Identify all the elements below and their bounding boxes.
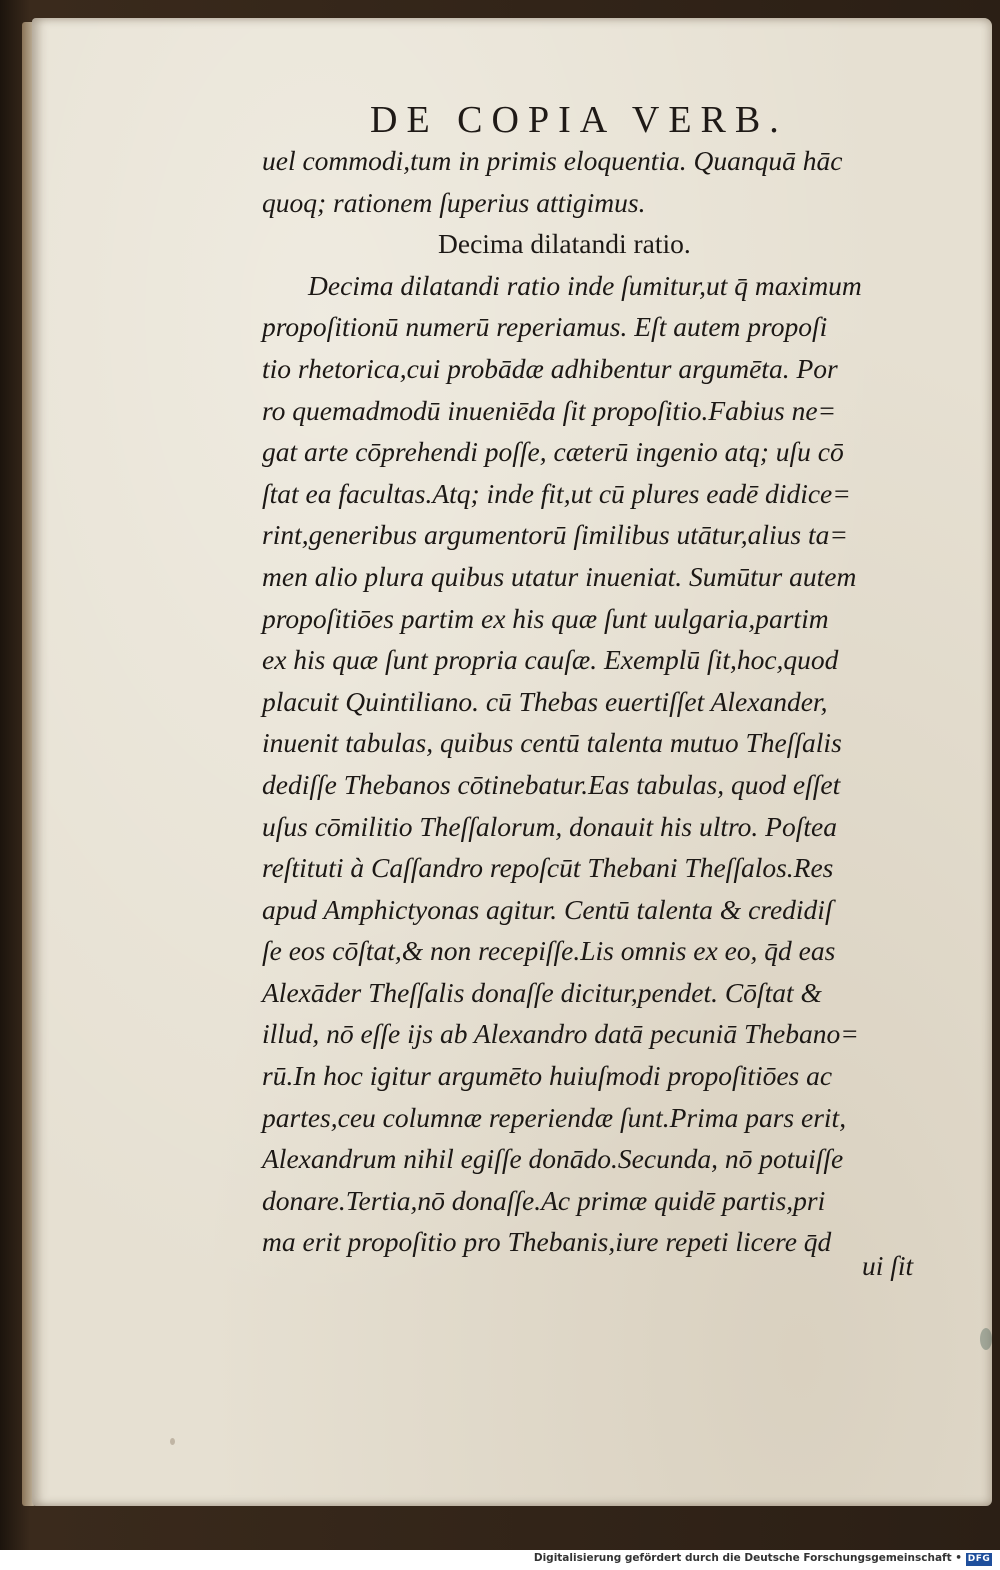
section-heading: Decima dilatandi ratio. <box>438 228 691 260</box>
running-head: DE COPIA VERB. <box>370 99 788 141</box>
text-line: ro quemadmodū inueniēda ſit propoſitio.Fabius ne= <box>262 394 837 426</box>
page-stain <box>170 1438 175 1445</box>
text-line: rint,generibus argumentorū ſimilibus utātur,alius ta= <box>262 519 848 551</box>
text-line: Decima dilatandi ratio inde ſumitur,ut q̄ maximum <box>308 269 862 301</box>
text-line: reſtituti à Caſſandro repoſcūt Thebani Theſſalos.Res <box>262 852 834 884</box>
text-line: quoq; rationem ſuperius attigimus. <box>262 186 646 218</box>
text-line: partes,ceu columnæ reperiendæ ſunt.Prima pars erit, <box>262 1101 847 1133</box>
text-line: gat arte cōprehendi poſſe, cæterū ingenio atq; uſu cō <box>262 436 844 468</box>
text-line: rū.In hoc igitur argumēto huiuſmodi propoſitiōes ac <box>262 1060 833 1092</box>
text-line: donare.Tertia,nō donaſſe.Ac primæ quidē partis,pri <box>262 1184 826 1216</box>
text-line: illud, nō eſſe ijs ab Alexandro datā pecuniā Thebano= <box>262 1018 859 1050</box>
text-line: propoſitiōes partim ex his quæ ſunt uulgaria,partim <box>262 602 829 634</box>
text-line: uſus cōmilitio Theſſalorum, donauit his ultro. Poſtea <box>262 810 837 842</box>
text-line: ex his quæ ſunt propria cauſæ. Exemplū ſit,hoc,quod <box>262 644 839 676</box>
text-line: Alexandrum nihil egiſſe donādo.Secunda, nō potuiſſe <box>262 1143 844 1175</box>
text-line: Alexāder Theſſalis donaſſe dicitur,pendet. Cōſtat & <box>262 976 822 1008</box>
catchword: ui ſit <box>862 1250 914 1281</box>
text-line: ſtat ea facultas.Atq; inde fit,ut cū plures eadē didice= <box>262 477 851 509</box>
text-line: dediſſe Thebanos cōtinebatur.Eas tabulas, quod eſſet <box>262 768 841 800</box>
body-text <box>262 140 932 1263</box>
text-line: ma erit propoſitio pro Thebanis,iure repeti licere q̄d <box>262 1226 832 1258</box>
text-line: uel commodi,tum in primis eloquentia. Quanquā hāc <box>262 145 843 176</box>
text-line: ſe eos cōſtat,& non recepiſſe.Lis omnis ex eo, q̄d eas <box>262 935 836 967</box>
text-line: apud Amphictyonas agitur. Centū talenta & credidiſ <box>262 893 833 925</box>
text-line: inuenit tabulas, quibus centū talenta mutuo Theſſalis <box>262 727 842 759</box>
text-line: tio rhetorica,cui probādæ adhibentur argumēta. Por <box>262 352 838 384</box>
funding-credit: Digitalisierung gefördert durch die Deutsche Forschungsgemeinschaft • <box>533 1552 962 1564</box>
text-line: men alio plura quibus utatur inueniat. Sumūtur autem <box>262 560 857 592</box>
dfg-logo: DFG <box>967 1554 991 1564</box>
page-stain <box>980 1328 992 1350</box>
text-line: propoſitionū numerū reperiamus. Eſt autem propoſi <box>262 311 828 343</box>
text-line: placuit Quintiliano. cū Thebas euertiſſet Alexander, <box>262 685 828 717</box>
